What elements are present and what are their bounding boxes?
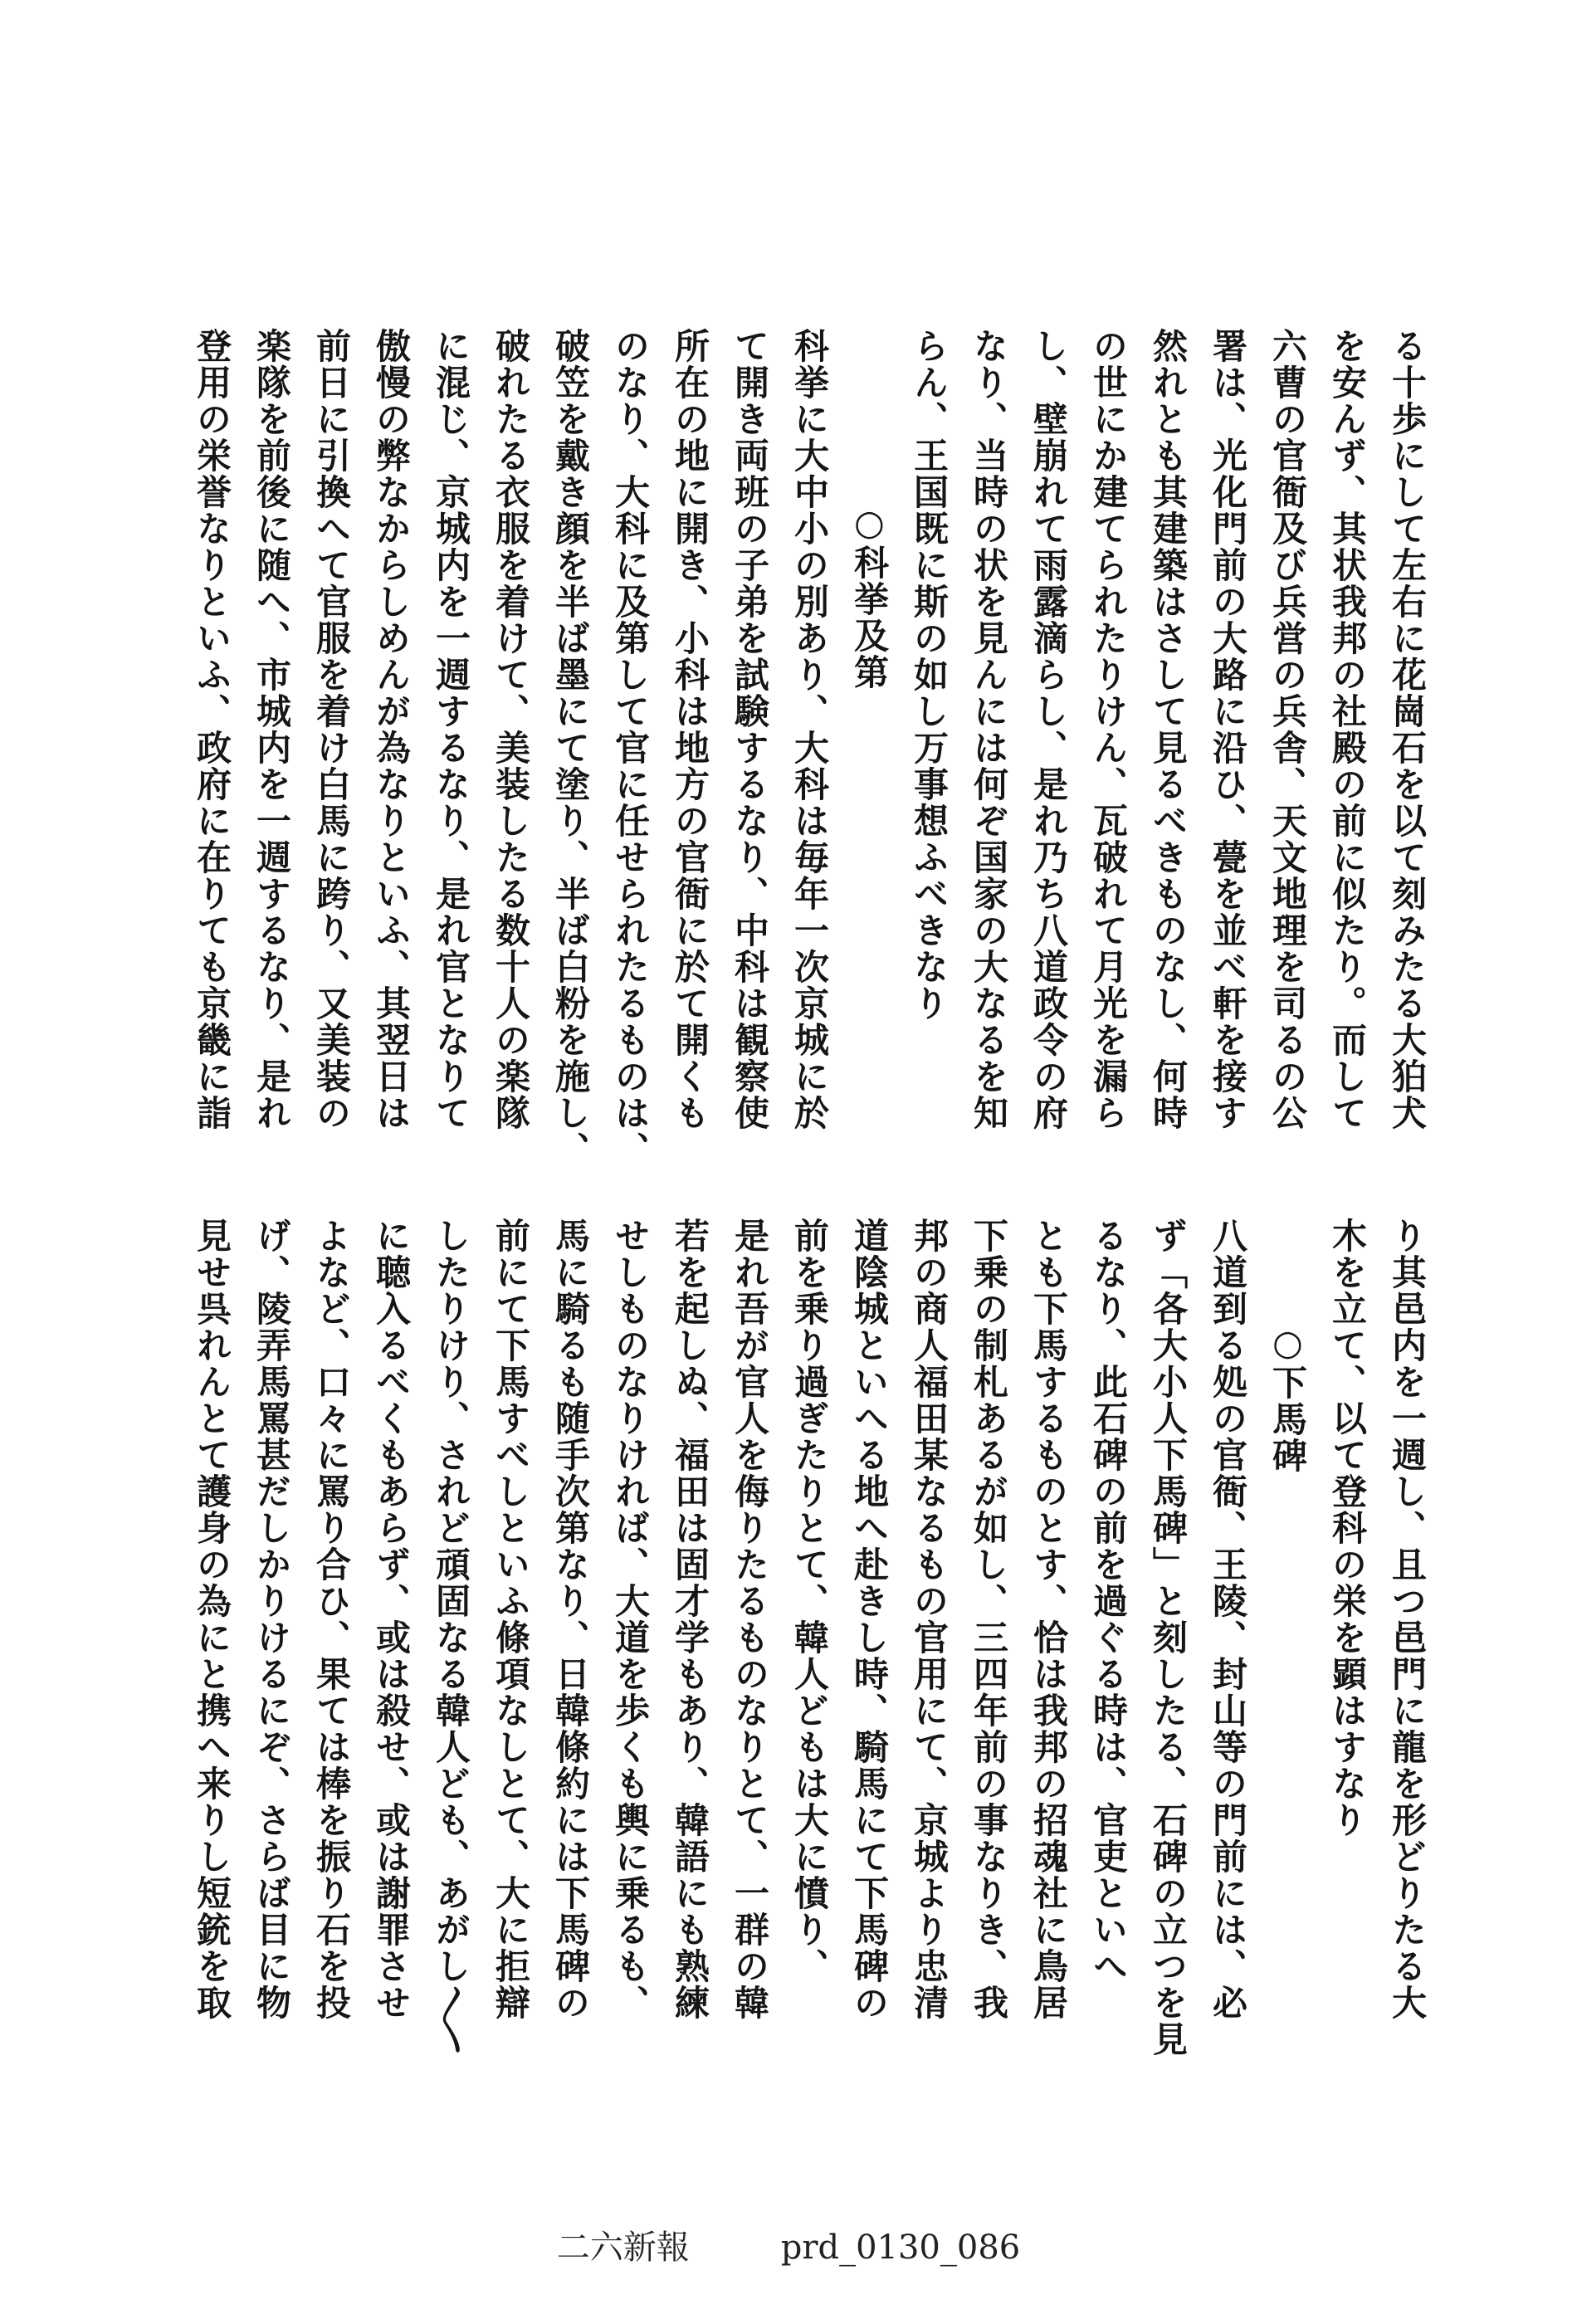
text-column: に混じ、京城内を一週するなり、是れ官となりて: [431, 328, 471, 1131]
text-column: 登用の栄誉なりといふ、政府に在りても京畿に詣: [192, 328, 232, 1131]
text-column: る十歩にして左右に花崗石を以て刻みたる大狛犬: [1387, 328, 1428, 1131]
text-column: の世にか建てられたりけん、瓦破れて月光を漏ら: [1088, 328, 1129, 1131]
text-column: 所在の地に開き、小科は地方の官衙に於て開くも: [670, 328, 710, 1131]
text-column: に聴入るべくもあらず、或は殺せ、或は謝罪させ: [371, 1218, 412, 2021]
text-column: 前日に引換へて官服を着け白馬に跨り、又美装の: [311, 328, 352, 1131]
text-column: ず「各大小人下馬碑」と刻したる、石碑の立つを見: [1148, 1218, 1189, 2058]
lower-text-block: [182, 1218, 1437, 2073]
section-heading: ○科挙及第: [849, 502, 890, 691]
text-column: 邦の商人福田某なるもの官用にて、京城より忠清: [909, 1218, 950, 2021]
text-column: り其邑内を一週し、且つ邑門に龍を形どりたる大: [1387, 1218, 1428, 2021]
text-column: て開き両班の子弟を試験するなり、中科は観察使: [730, 328, 770, 1131]
section-heading: ○下馬碑: [1267, 1322, 1308, 1474]
text-column: 道陰城といへる地へ赴きし時、騎馬にて下馬碑の: [849, 1218, 890, 2021]
text-column: し、壁崩れて雨露滴らし、是れ乃ち八道政令の府: [1028, 328, 1069, 1131]
text-column: 六曹の官衙及び兵営の兵舎、天文地理を司るの公: [1267, 328, 1308, 1131]
text-column: 署は、光化門前の大路に沿ひ、甍を並べ軒を接す: [1208, 328, 1248, 1131]
text-column: 破れたる衣服を着けて、美装したる数十人の楽隊: [491, 328, 531, 1131]
text-column: 下乗の制札あるが如し、三四年前の事なりき、我: [969, 1218, 1009, 2021]
text-column: 前にて下馬すべしといふ條項なしとて、大に拒辯: [491, 1218, 531, 2021]
page-footer: [0, 2221, 1577, 2268]
text-column: らん、王国既に斯の如し万事想ふべきなり: [909, 328, 950, 1022]
text-column: 見せ呉れんとて護身の為にと携へ来りし短銃を取: [192, 1218, 232, 2021]
text-column: 前を乗り過ぎたりとて、韓人どもは大に憤り、: [789, 1218, 830, 1985]
text-column: を安んず、其状我邦の社殿の前に似たり。而して: [1327, 328, 1368, 1131]
text-column: せしものなりければ、大道を歩くも輿に乗るも、: [610, 1218, 651, 2021]
text-column: 然れとも其建築はさして見るべきものなし、何時: [1148, 328, 1189, 1131]
text-column: よなど、口々に罵り合ひ、果ては棒を振り石を投: [311, 1218, 352, 2021]
text-column: 馬に騎るも随手次第なり、日韓條約には下馬碑の: [550, 1218, 591, 2021]
text-column: 木を立て、以て登科の栄を顕はすなり: [1327, 1218, 1368, 1838]
text-column: 若を起しぬ、福田は固才学もあり、韓語にも熟練: [670, 1218, 710, 2021]
text-column: 破笠を戴き顔を半ば墨にて塗り、半ば白粉を施し、: [550, 328, 591, 1168]
text-column: とも下馬するものとす、恰は我邦の招魂社に鳥居: [1028, 1218, 1069, 2021]
text-column: 是れ吾が官人を侮りたるものなりとて、一群の韓: [730, 1218, 770, 2021]
text-column: なり、当時の状を見んには何ぞ国家の大なるを知: [969, 328, 1009, 1131]
text-column: 八道到る処の官衙、王陵、封山等の門前には、必: [1208, 1218, 1248, 2021]
text-column: 傲慢の弊なからしめんが為なりといふ、其翌日は: [371, 328, 412, 1131]
upper-text-block: [182, 328, 1437, 1183]
text-column: したりけり、されど頑固なる韓人ども、あがし〱: [431, 1218, 471, 2056]
text-column: のなり、大科に及第して官に任せられたるものは、: [610, 328, 651, 1168]
publication-name: 二六新報: [556, 2229, 690, 2267]
text-column: るなり、此石碑の前を過ぐる時は、官吏といへ: [1088, 1218, 1129, 1985]
text-column: 科挙に大中小の別あり、大科は毎年一次京城に於: [789, 328, 830, 1131]
page-id: prd_0130_086: [780, 2229, 1021, 2267]
text-column: げ、陵弄馬罵甚だしかりけるにぞ、さらば目に物: [251, 1218, 292, 2021]
text-column: 楽隊を前後に随へ、市城内を一週するなり、是れ: [251, 328, 292, 1131]
